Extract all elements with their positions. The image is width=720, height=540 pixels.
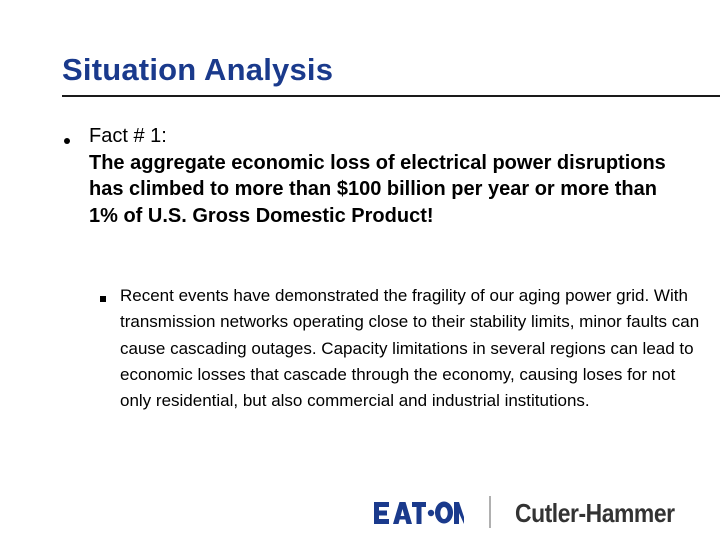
sub-bullet-text: Recent events have demonstrated the fragility of our aging power grid. With transmission networks operating close to their stability limits, minor faults can cause cascading outages. Capacity limitations in several regions can lead to economic losses that cascade through the economy, causing loses for not only residential, but also commercial and industrial institutions. — [120, 286, 700, 411]
square-bullet-icon — [100, 296, 106, 302]
cutler-hammer-logo: Cutler-Hammer — [515, 498, 675, 528]
footer-logos — [374, 492, 704, 532]
logo-divider — [489, 496, 491, 528]
fact-text: The aggregate economic loss of electrical power disruptions has climbed to more than $100 billion per year or more than 1% of U.S. Gross Domestic Product! — [89, 151, 666, 227]
eaton-logo — [374, 500, 464, 528]
fact-label: Fact # 1: — [89, 125, 167, 147]
round-bullet-icon — [62, 136, 72, 146]
title-underline — [62, 95, 720, 97]
slide-title: Situation Analysis — [62, 52, 334, 87]
fact-block — [89, 123, 689, 229]
